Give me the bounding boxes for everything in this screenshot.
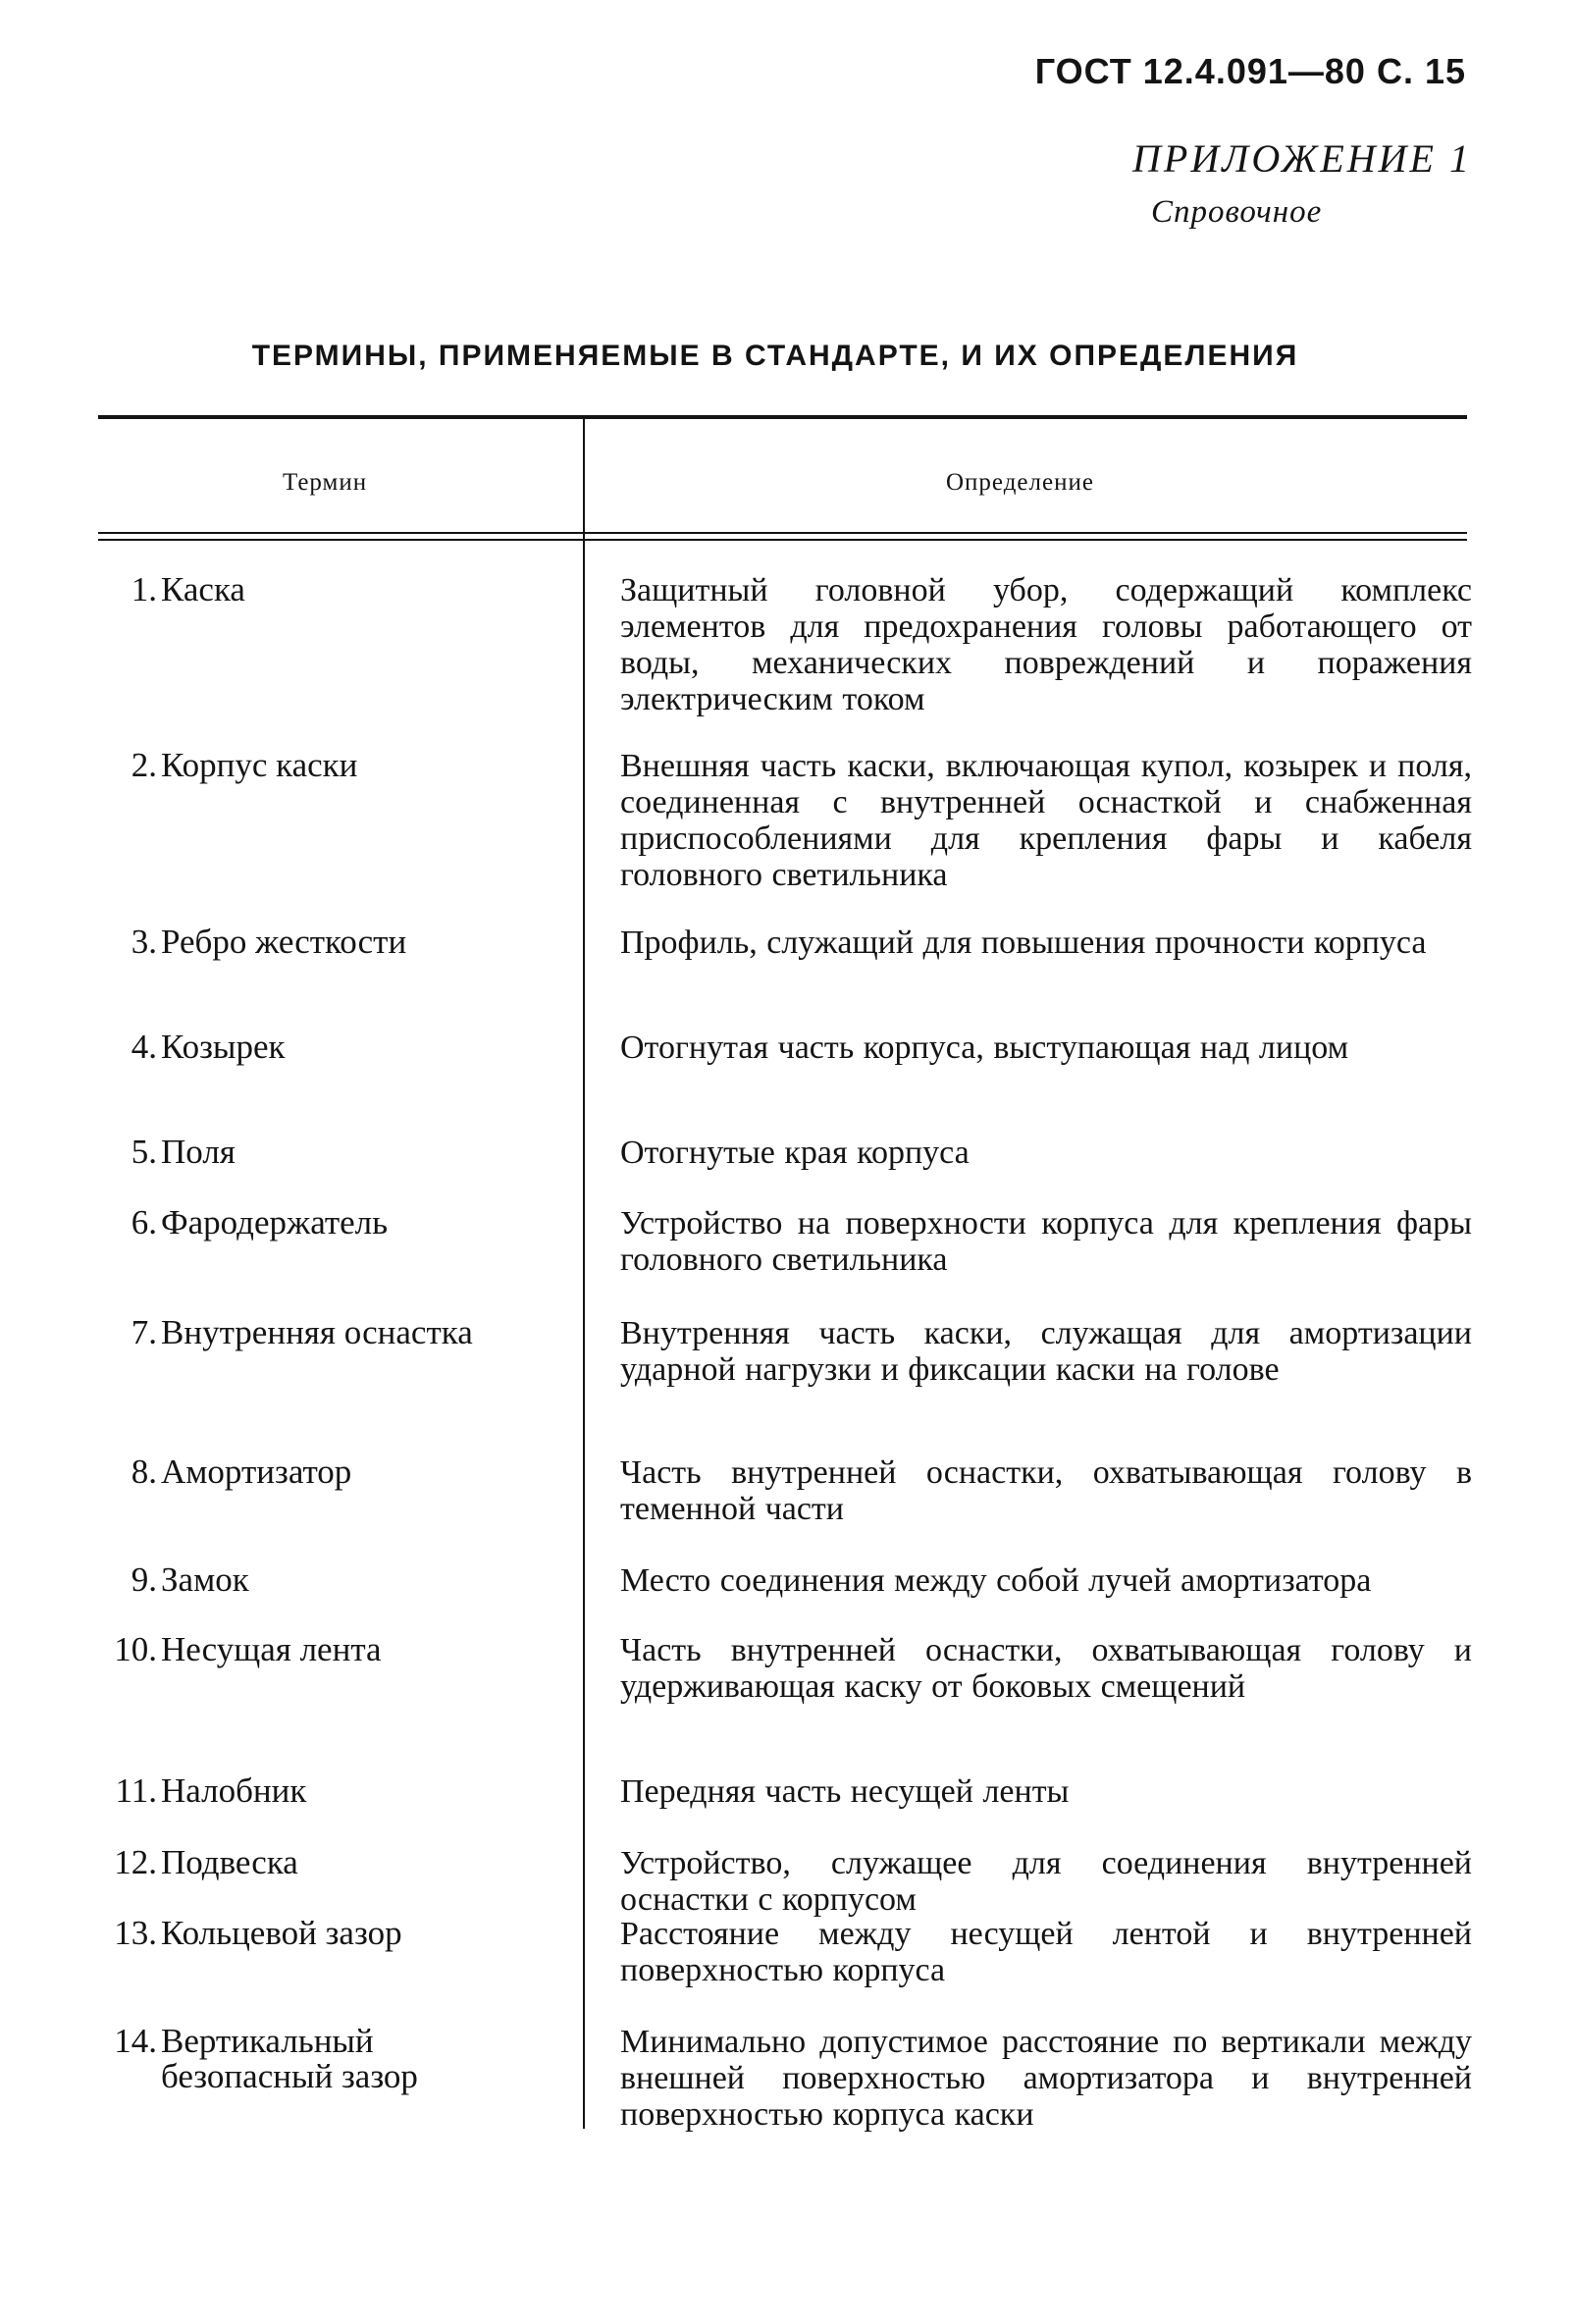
term-cell <box>96 572 489 607</box>
term-number: 7. <box>131 1313 157 1351</box>
term-number: 1. <box>131 570 157 608</box>
column-divider <box>583 419 585 2129</box>
term-number: 8. <box>131 1452 157 1491</box>
term-cell <box>96 1845 489 1880</box>
term-name: Амортизатор <box>161 1452 352 1491</box>
term-number: 9. <box>131 1560 157 1599</box>
term-number: 13. <box>114 1914 157 1952</box>
term-cell <box>96 1632 489 1667</box>
table-top-rule <box>98 415 1467 419</box>
term-cell <box>96 1315 489 1350</box>
term-number: 2. <box>131 746 157 784</box>
definition-cell: Часть внутренней оснастки, охватывающая голову и удерживающая каску от боковых смещений <box>620 1632 1472 1705</box>
term-cell <box>96 1030 489 1065</box>
term-name: Поля <box>161 1133 236 1171</box>
definition-cell: Устройство на поверхности корпуса для крепления фары головного светильника <box>620 1205 1472 1278</box>
term-number: 5. <box>131 1133 157 1171</box>
term-cell <box>96 1205 489 1241</box>
term-number: 11. <box>115 1771 157 1810</box>
page-reference: ГОСТ 12.4.091—80 С. 15 <box>1034 51 1466 91</box>
definition-cell: Место соединения между собой лучей амортизатора <box>620 1562 1372 1599</box>
term-name: Замок <box>161 1560 249 1599</box>
term-cell <box>96 924 489 960</box>
appendix-label: ПРИЛОЖЕНИЕ 1 <box>1132 136 1472 181</box>
term-number: 3. <box>131 923 157 961</box>
term-name: Корпус каски <box>161 746 358 784</box>
appendix-note: Спровочное <box>1151 194 1323 230</box>
term-number: 10. <box>114 1630 157 1668</box>
definition-cell: Передняя часть несущей ленты <box>620 1773 1070 1810</box>
term-name: Козырек <box>161 1028 286 1066</box>
term-name: Фародержатель <box>161 1203 389 1241</box>
definition-cell: Профиль, служащий для повышения прочности корпуса <box>620 924 1427 961</box>
term-number: 12. <box>114 1843 157 1881</box>
definition-cell: Расстояние между несущей лентой и внутренней поверхностью корпуса <box>620 1916 1472 1988</box>
term-number: 4. <box>131 1028 157 1066</box>
term-cell <box>96 748 489 783</box>
term-number: 6. <box>131 1203 157 1241</box>
term-cell <box>96 1454 489 1490</box>
term-name: Ребро жесткости <box>161 923 407 961</box>
term-name: Несущая лента <box>161 1630 382 1668</box>
definition-cell: Отогнутая часть корпуса, выступающая над лицом <box>620 1030 1349 1066</box>
term-number: 14. <box>114 2022 157 2060</box>
term-cell <box>96 1562 489 1598</box>
document-title: ТЕРМИНЫ, ПРИМЕНЯЕМЫЕ В СТАНДАРТЕ, И ИХ ОПРЕДЕЛЕНИЯ <box>251 340 1299 372</box>
term-cell <box>96 1773 489 1809</box>
definition-cell: Внутренняя часть каски, служащая для амортизации ударной нагрузки и фиксации каски на голове <box>620 1315 1472 1388</box>
definition-cell: Защитный головной убор, содержащий комплекс элементов для предохранения головы работающего от воды, механических повреждений и поражения электрическим током <box>620 572 1472 717</box>
term-name: Подвеска <box>161 1843 298 1881</box>
definition-cell: Часть внутренней оснастки, охватывающая голову в теменной части <box>620 1454 1472 1527</box>
definition-cell: Отогнутые края корпуса <box>620 1135 970 1171</box>
term-cell <box>96 1916 489 1951</box>
term-name: Вертикальный безопасный зазор <box>161 2022 418 2095</box>
header-rule-lower <box>98 539 1467 541</box>
definition-cell: Внешняя часть каски, включающая купол, козырек и поля, соединенная с внутренней оснасткой и снабженная приспособлениями для крепления фары и кабеля головного светильника <box>620 748 1472 893</box>
term-cell <box>96 2024 489 2094</box>
definition-cell: Минимально допустимое расстояние по вертикали между внешней поверхностью амортизатора и внутренней поверхностью корпуса каски <box>620 2024 1472 2133</box>
term-cell <box>96 1135 489 1170</box>
definition-cell: Устройство, служащее для соединения внутренней оснастки с корпусом <box>620 1845 1472 1918</box>
term-name: Внутренняя оснастка <box>161 1313 473 1351</box>
term-name: Налобник <box>161 1771 307 1810</box>
column-header-term: Термин <box>283 469 368 496</box>
column-header-definition: Определение <box>946 469 1094 496</box>
term-name: Каска <box>161 570 245 608</box>
header-rule-upper <box>98 532 1467 534</box>
term-name: Кольцевой зазор <box>161 1914 402 1952</box>
